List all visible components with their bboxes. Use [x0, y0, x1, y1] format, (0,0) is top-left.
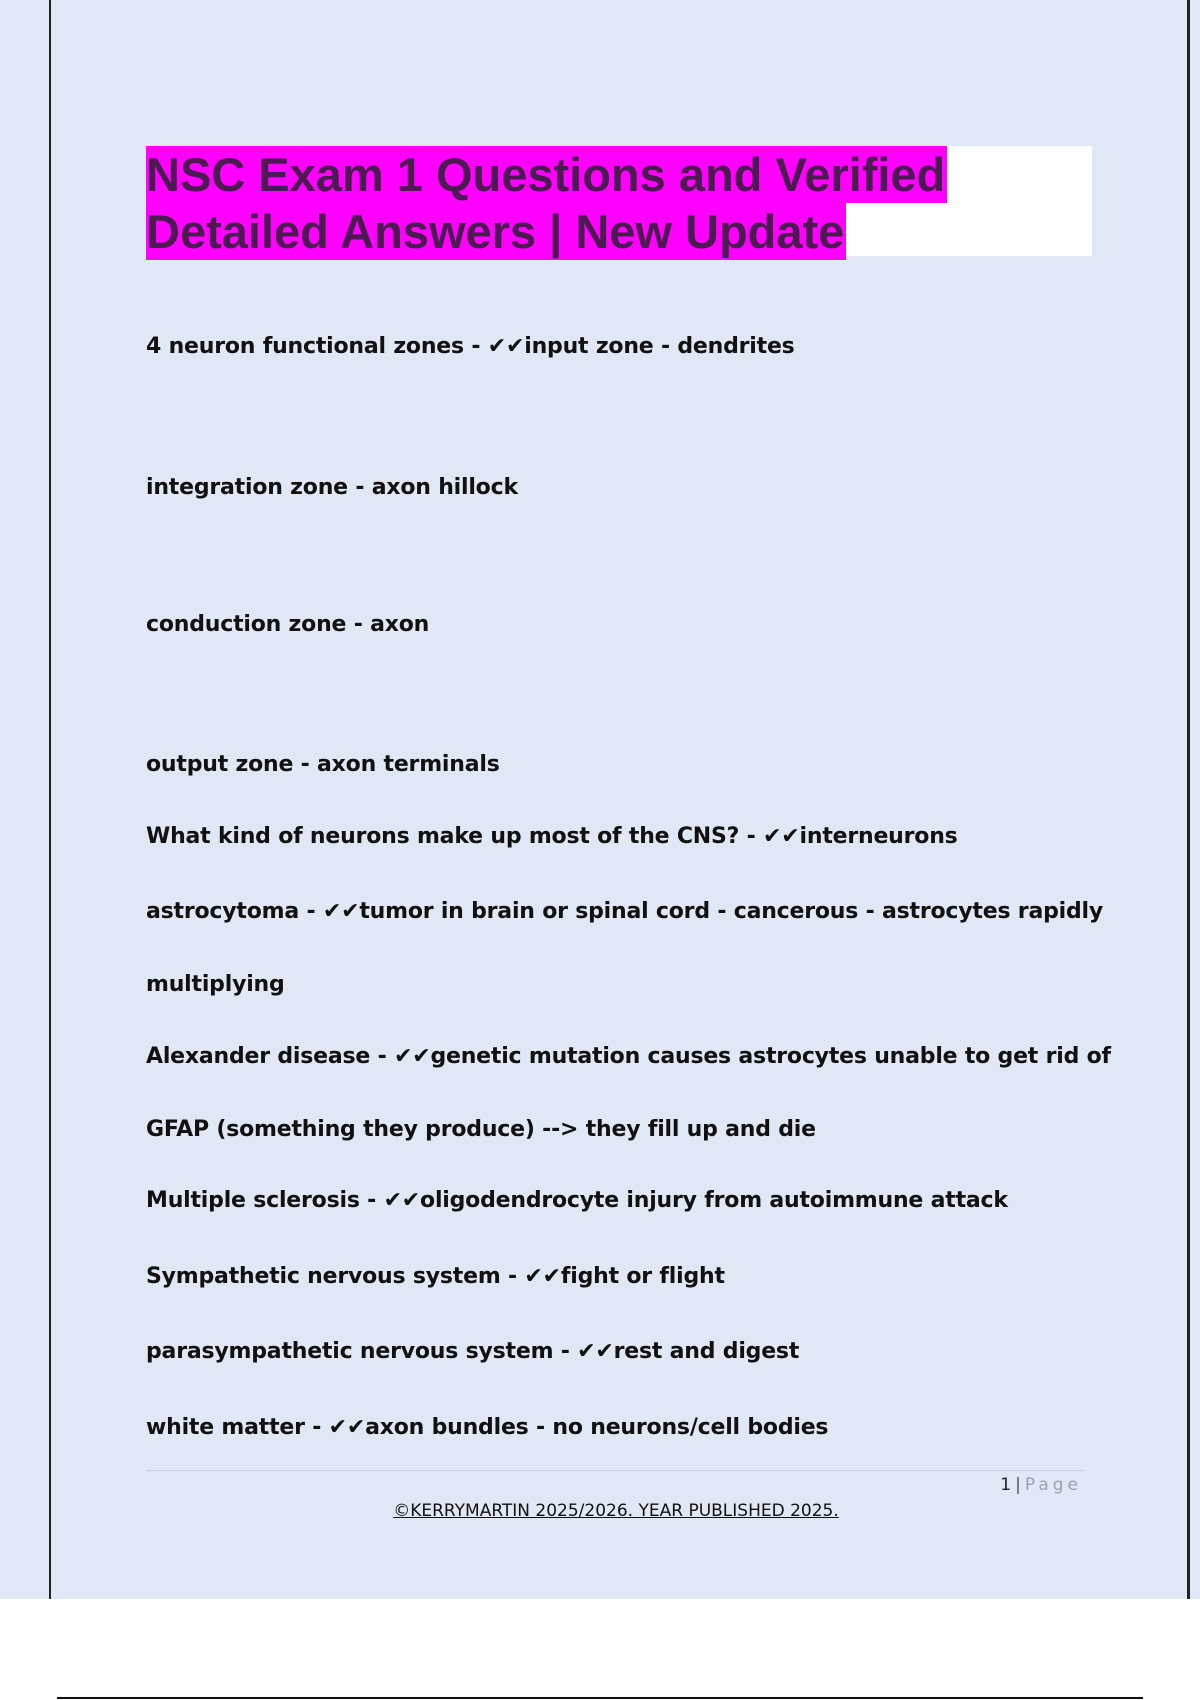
- qa-line-astrocytoma: astrocytoma - ✔✔tumor in brain or spinal cord - cancerous - astrocytes rapidly: [146, 899, 1104, 924]
- title-line-1: NSC Exam 1 Questions and Verified: [146, 148, 946, 201]
- qa-line-integration-zone: integration zone - axon hillock: [146, 475, 518, 500]
- qa-line-neuron-zones: 4 neuron functional zones - ✔✔input zone - dendrites: [146, 334, 795, 359]
- bottom-rule: [57, 1697, 1143, 1699]
- document-title: [146, 146, 1092, 260]
- copyright-footer: ©KERRYMARTIN 2025/2026. YEAR PUBLISHED 2025.: [393, 1501, 839, 1521]
- page-number: [1000, 1475, 1082, 1495]
- qa-line-white-matter: white matter - ✔✔axon bundles - no neurons/cell bodies: [146, 1415, 829, 1440]
- page-gutter-left: [0, 0, 49, 1599]
- page-number-value: 1: [1000, 1475, 1012, 1495]
- qa-line-sympathetic: Sympathetic nervous system - ✔✔fight or flight: [146, 1264, 725, 1289]
- page-number-separator: |: [1015, 1475, 1021, 1495]
- qa-line-alexander-disease: Alexander disease - ✔✔genetic mutation causes astrocytes unable to get rid of: [146, 1044, 1111, 1069]
- title-block: [146, 146, 1092, 256]
- title-line-2: Detailed Answers | New Update: [146, 205, 845, 258]
- qa-line-astrocytoma-cont: multiplying: [146, 972, 285, 997]
- qa-line-output-zone: output zone - axon terminals: [146, 752, 500, 777]
- qa-line-parasympathetic: parasympathetic nervous system - ✔✔rest and digest: [146, 1339, 800, 1364]
- footer-divider: [146, 1470, 1084, 1471]
- qa-line-cns-neurons: What kind of neurons make up most of the CNS? - ✔✔interneurons: [146, 824, 958, 849]
- qa-line-multiple-sclerosis: Multiple sclerosis - ✔✔oligodendrocyte injury from autoimmune attack: [146, 1188, 1008, 1213]
- page-number-word: Page: [1024, 1475, 1082, 1495]
- qa-line-alexander-disease-cont: GFAP (something they produce) --> they fill up and die: [146, 1117, 816, 1142]
- qa-line-conduction-zone: conduction zone - axon: [146, 612, 430, 637]
